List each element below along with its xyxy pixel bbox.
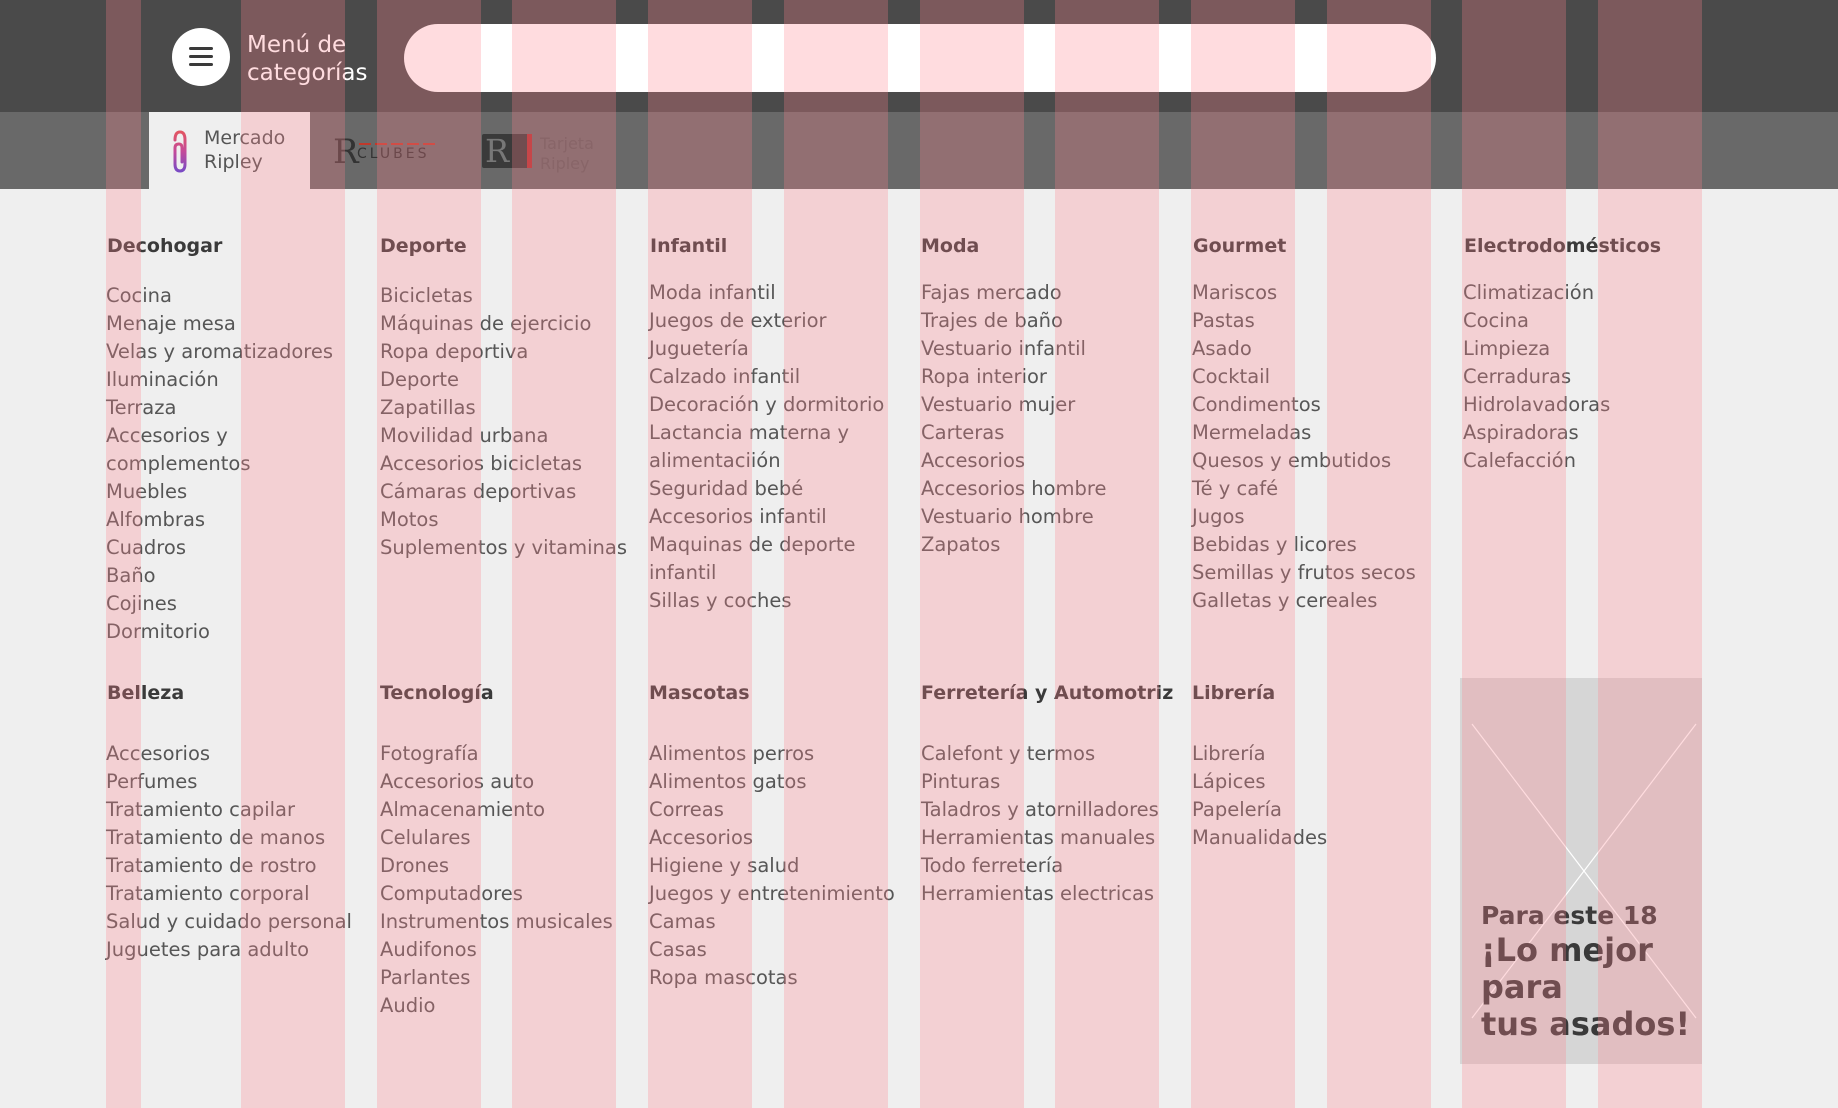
- category-title[interactable]: Infantil: [650, 235, 728, 257]
- category-link[interactable]: infantil: [649, 561, 717, 584]
- category-link[interactable]: Accesorios hombre: [921, 477, 1107, 500]
- category-link[interactable]: Baño: [106, 564, 156, 587]
- category-link[interactable]: Tratamiento capilar: [106, 798, 296, 821]
- promo-headline-line: ¡Lo mejor: [1481, 931, 1653, 969]
- category-link[interactable]: Calefacción: [1463, 449, 1576, 472]
- category-link[interactable]: Dormitorio: [106, 620, 210, 643]
- brand-tabs-bar: [0, 112, 1838, 189]
- hamburger-menu-button[interactable]: [172, 28, 230, 86]
- category-link[interactable]: Máquinas de ejercicio: [380, 312, 592, 335]
- category-title[interactable]: Tecnología: [380, 682, 494, 704]
- category-title[interactable]: Electrodomésticos: [1464, 235, 1662, 257]
- category-link[interactable]: Fajas mercado: [921, 281, 1062, 304]
- category-list: [1192, 740, 1327, 852]
- category-list: [106, 740, 352, 964]
- category-title[interactable]: Mascotas: [649, 682, 750, 704]
- category-link[interactable]: Lápices: [1192, 770, 1266, 793]
- category-list: [380, 282, 627, 562]
- category-link[interactable]: Pastas: [1192, 309, 1255, 332]
- category-link[interactable]: Computadores: [380, 882, 523, 905]
- category-link[interactable]: Ropa deportiva: [380, 340, 529, 363]
- category-link[interactable]: Todo ferretería: [921, 854, 1064, 877]
- category-link[interactable]: Carteras: [921, 421, 1005, 444]
- category-list: [649, 740, 895, 992]
- hamburger-icon-bar: [189, 63, 213, 66]
- category-link[interactable]: Movilidad urbana: [380, 424, 549, 447]
- category-link[interactable]: Manualidades: [1192, 826, 1328, 849]
- category-link[interactable]: Alfombras: [106, 508, 206, 531]
- category-link[interactable]: Jugos: [1192, 505, 1245, 528]
- category-link[interactable]: Zapatillas: [380, 396, 476, 419]
- category-link[interactable]: Higiene y salud: [649, 854, 800, 877]
- category-link[interactable]: Té y café: [1192, 477, 1279, 500]
- clubes-logo-stripe: [359, 143, 437, 145]
- category-link[interactable]: Mariscos: [1192, 281, 1278, 304]
- category-link[interactable]: Drones: [380, 854, 450, 877]
- category-link[interactable]: Climatización: [1463, 281, 1595, 304]
- category-title[interactable]: Belleza: [107, 682, 185, 704]
- promo-headline: [1481, 932, 1690, 1043]
- category-link[interactable]: Perfumes: [106, 770, 198, 793]
- category-list: [649, 279, 884, 615]
- category-link[interactable]: Juegos de exterior: [649, 309, 827, 332]
- category-link[interactable]: Trajes de baño: [921, 309, 1063, 332]
- category-link[interactable]: Accesorios infantil: [649, 505, 827, 528]
- category-title[interactable]: Deporte: [380, 235, 467, 257]
- category-link[interactable]: Tratamiento de rostro: [106, 854, 317, 877]
- category-link[interactable]: Alimentos perros: [649, 742, 815, 765]
- top-header: [0, 0, 1838, 112]
- tarjeta-ripley-line: Ripley: [540, 154, 590, 173]
- category-link[interactable]: Vestuario hombre: [921, 505, 1094, 528]
- category-link[interactable]: Vestuario mujer: [921, 393, 1076, 416]
- category-list: [106, 282, 333, 646]
- category-link[interactable]: Cocina: [106, 284, 172, 307]
- category-link[interactable]: Galletas y cereales: [1192, 589, 1378, 612]
- category-list: [380, 740, 613, 1020]
- menu-categories-label[interactable]: [247, 31, 368, 87]
- hamburger-icon-bar: [189, 55, 213, 58]
- category-link[interactable]: Cocktail: [1192, 365, 1270, 388]
- category-link[interactable]: Accesorios: [649, 826, 754, 849]
- category-link[interactable]: Juegos y entretenimiento: [649, 882, 895, 905]
- promo-banner[interactable]: [1460, 678, 1702, 1064]
- category-link[interactable]: Juguetería: [649, 337, 749, 360]
- category-title[interactable]: Gourmet: [1193, 235, 1287, 257]
- category-list: [1192, 279, 1416, 615]
- category-link[interactable]: Decoración y dormitorio: [649, 393, 885, 416]
- search-input[interactable]: [404, 24, 1436, 92]
- category-link[interactable]: Seguridad bebé: [649, 477, 804, 500]
- category-link[interactable]: Cámaras deportivas: [380, 480, 577, 503]
- category-link[interactable]: Iluminación: [106, 368, 219, 391]
- category-link[interactable]: Herramientas electricas: [921, 882, 1155, 905]
- category-link[interactable]: Bicicletas: [380, 284, 473, 307]
- promo-headline-line: para: [1481, 968, 1563, 1006]
- category-link[interactable]: Casas: [649, 938, 707, 961]
- category-link[interactable]: Fotografía: [380, 742, 479, 765]
- category-link[interactable]: Tratamiento de manos: [106, 826, 326, 849]
- promo-subtitle: Para este 18: [1481, 901, 1658, 930]
- menu-label-line: categorías: [247, 60, 368, 86]
- category-link[interactable]: Asado: [1192, 337, 1252, 360]
- category-link[interactable]: Juguetes para adulto: [106, 938, 310, 961]
- tarjeta-card-icon: [482, 134, 532, 168]
- category-link[interactable]: Vestuario infantil: [921, 337, 1086, 360]
- category-title[interactable]: Librería: [1192, 682, 1276, 704]
- mercado-ripley-label: [204, 126, 285, 174]
- category-link[interactable]: Salud y cuidado personal: [106, 910, 352, 933]
- category-link[interactable]: Librería: [1192, 742, 1266, 765]
- tarjeta-card-letter: R: [485, 132, 510, 170]
- category-link[interactable]: Alimentos gatos: [649, 770, 807, 793]
- mercado-ripley-logo-icon: [171, 130, 189, 174]
- category-link[interactable]: Limpieza: [1463, 337, 1551, 360]
- category-link[interactable]: Sillas y coches: [649, 589, 792, 612]
- category-link[interactable]: Cerraduras: [1463, 365, 1572, 388]
- category-link[interactable]: Suplementos y vitaminas: [380, 536, 627, 559]
- category-link[interactable]: Quesos y embutidos: [1192, 449, 1392, 472]
- clubes-label: CLUBES: [357, 146, 430, 162]
- category-link[interactable]: Cocina: [1463, 309, 1529, 332]
- hamburger-icon: [189, 47, 213, 50]
- category-title[interactable]: Moda: [921, 235, 980, 257]
- tarjeta-ripley-line: Tarjeta: [540, 134, 594, 153]
- category-list: [921, 740, 1159, 908]
- category-link[interactable]: Camas: [649, 910, 716, 933]
- category-link[interactable]: Pinturas: [921, 770, 1001, 793]
- category-list: [1463, 279, 1610, 475]
- mercado-ripley-line: Mercado: [204, 127, 286, 149]
- tab-mercado-ripley[interactable]: [149, 112, 310, 189]
- category-link[interactable]: Taladros y atornilladores: [921, 798, 1159, 821]
- category-link[interactable]: Terraza: [106, 396, 177, 419]
- category-link[interactable]: Mermeladas: [1192, 421, 1312, 444]
- category-link[interactable]: Audifonos: [380, 938, 477, 961]
- menu-label-line: Menú de: [247, 32, 347, 58]
- category-link[interactable]: alimentaciión: [649, 449, 781, 472]
- tarjeta-card-stripe: [527, 134, 532, 168]
- category-link[interactable]: Muebles: [106, 480, 188, 503]
- category-link[interactable]: Correas: [649, 798, 724, 821]
- category-link[interactable]: complementos: [106, 452, 251, 475]
- category-link[interactable]: Ropa mascotas: [649, 966, 798, 989]
- category-link[interactable]: Zapatos: [921, 533, 1001, 556]
- category-link[interactable]: Cojines: [106, 592, 177, 615]
- category-link[interactable]: Parlantes: [380, 966, 471, 989]
- category-link[interactable]: Instrumentos musicales: [380, 910, 613, 933]
- category-link[interactable]: Cuadros: [106, 536, 186, 559]
- tab-ripley-clubes[interactable]: [333, 134, 443, 170]
- category-link[interactable]: Papelería: [1192, 798, 1283, 821]
- promo-headline-line: tus asados!: [1481, 1005, 1691, 1043]
- category-link[interactable]: Audio: [380, 994, 436, 1017]
- category-link[interactable]: Accesorios bicicletas: [380, 452, 583, 475]
- category-link[interactable]: Lactancia materna y: [649, 421, 850, 444]
- category-link[interactable]: Accesorios y: [106, 424, 228, 447]
- category-link[interactable]: Maquinas de deporte: [649, 533, 856, 556]
- category-link[interactable]: Velas y aromatizadores: [106, 340, 334, 363]
- category-title[interactable]: Decohogar: [107, 235, 223, 257]
- category-link[interactable]: Tratamiento corporal: [106, 882, 310, 905]
- category-link[interactable]: Accesorios: [921, 449, 1026, 472]
- category-link[interactable]: Condimentos: [1192, 393, 1321, 416]
- category-link[interactable]: Deporte: [380, 368, 459, 391]
- category-link[interactable]: Accesorios: [106, 742, 211, 765]
- category-link[interactable]: Motos: [380, 508, 439, 531]
- category-link[interactable]: Semillas y frutos secos: [1192, 561, 1416, 584]
- category-link[interactable]: Almacenamiento: [380, 798, 546, 821]
- category-link[interactable]: Herramientas manuales: [921, 826, 1156, 849]
- tab-tarjeta-ripley[interactable]: [482, 134, 602, 174]
- tarjeta-ripley-label: [540, 134, 594, 174]
- category-list: [921, 279, 1107, 559]
- mercado-ripley-line: Ripley: [204, 151, 263, 173]
- clubes-logo-icon: R: [333, 132, 359, 172]
- category-link[interactable]: Calefont y termos: [921, 742, 1096, 765]
- category-link[interactable]: Hidrolavadoras: [1463, 393, 1611, 416]
- category-link[interactable]: Celulares: [380, 826, 471, 849]
- category-link[interactable]: Ropa interior: [921, 365, 1047, 388]
- category-link[interactable]: Aspiradoras: [1463, 421, 1579, 444]
- category-link[interactable]: Moda infantil: [649, 281, 776, 304]
- category-link[interactable]: Bebidas y licores: [1192, 533, 1357, 556]
- category-title[interactable]: Ferretería y Automotriz: [921, 682, 1174, 704]
- category-link[interactable]: Accesorios auto: [380, 770, 535, 793]
- category-link[interactable]: Menaje mesa: [106, 312, 236, 335]
- category-link[interactable]: Calzado infantil: [649, 365, 801, 388]
